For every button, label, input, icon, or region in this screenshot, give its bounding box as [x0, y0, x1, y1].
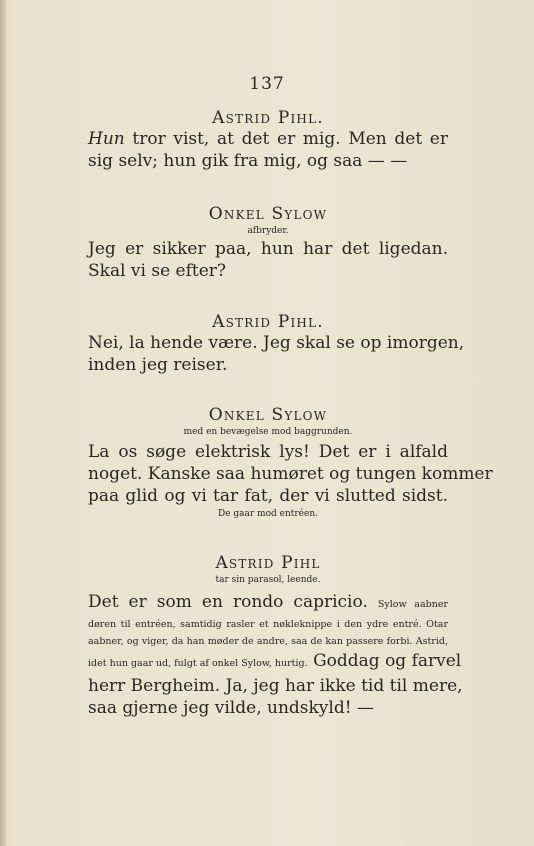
stage-direction-line: aabner, og viger, da han møder de andre, saa de kan passere forbi. Astrid,: [88, 636, 448, 647]
dialogue-block-1: [88, 108, 448, 172]
dialogue-line: Jeg er sikker paa, hun har det ligedan.: [88, 239, 448, 259]
stage-direction: med en bevægelse mod baggrunden.: [183, 427, 353, 437]
dialogue-line: herr Bergheim. Ja, jeg har ikke tid til mere,: [88, 676, 463, 696]
dialogue-text: Det er som en rondo capricio.: [88, 592, 368, 612]
stage-direction: afbryder.: [247, 226, 289, 236]
dialogue-line: Nei, la hende være. Jeg skal se op imorgen,: [88, 333, 465, 353]
speaker-name: Onkel Sylow: [208, 204, 328, 224]
dialogue-text: Goddag og farvel: [313, 651, 462, 671]
dialogue-block-3: [88, 312, 465, 376]
stage-direction: tar sin parasol, leende.: [215, 575, 321, 585]
dialogue-line: sig selv; hun gik fra mig, og saa — —: [88, 151, 408, 171]
dialogue-line: inden jeg reiser.: [88, 355, 228, 375]
stage-direction-line: døren til entréen, samtidig rasler et nøkleknippe i den ydre entré. Otar: [88, 619, 448, 630]
dialogue-line: noget. Kanske saa humøret og tungen kommer: [88, 464, 493, 484]
dialogue-line: Skal vi se efter?: [88, 261, 227, 281]
stage-direction-inline: Sylow aabner: [377, 599, 448, 610]
speaker-name: Onkel Sylow: [208, 405, 328, 425]
dialogue-line: [88, 128, 448, 150]
dialogue-line: saa gjerne jeg vilde, undskyld! —: [88, 698, 374, 718]
stage-direction: De gaar mod entréen.: [218, 509, 318, 519]
speaker-name: Astrid Pihl.: [212, 108, 324, 128]
speaker-name: Astrid Pihl.: [212, 312, 324, 332]
dialogue-line: La os søge elektrisk lys! Det er i alfald: [88, 442, 448, 462]
dialogue-block-5: [88, 553, 463, 719]
emphasis-word: Hun: [88, 129, 125, 149]
stage-direction-inline: idet hun gaar ud, fulgt af onkel Sylow, hurtig.: [88, 658, 308, 669]
dialogue-line: [88, 591, 448, 616]
dialogue-block-4: [88, 405, 493, 521]
page-number: 137: [249, 74, 285, 94]
dialogue-line: [88, 650, 462, 675]
dialogue-text: tror vist, at det er mig. Men det er: [124, 129, 448, 149]
page-edge: [0, 0, 6, 846]
dialogue-block-2: [88, 204, 448, 282]
speaker-name: Astrid Pihl: [215, 553, 321, 573]
dialogue-line: paa glid og vi tar fat, der vi slutted sidst.: [88, 486, 448, 506]
